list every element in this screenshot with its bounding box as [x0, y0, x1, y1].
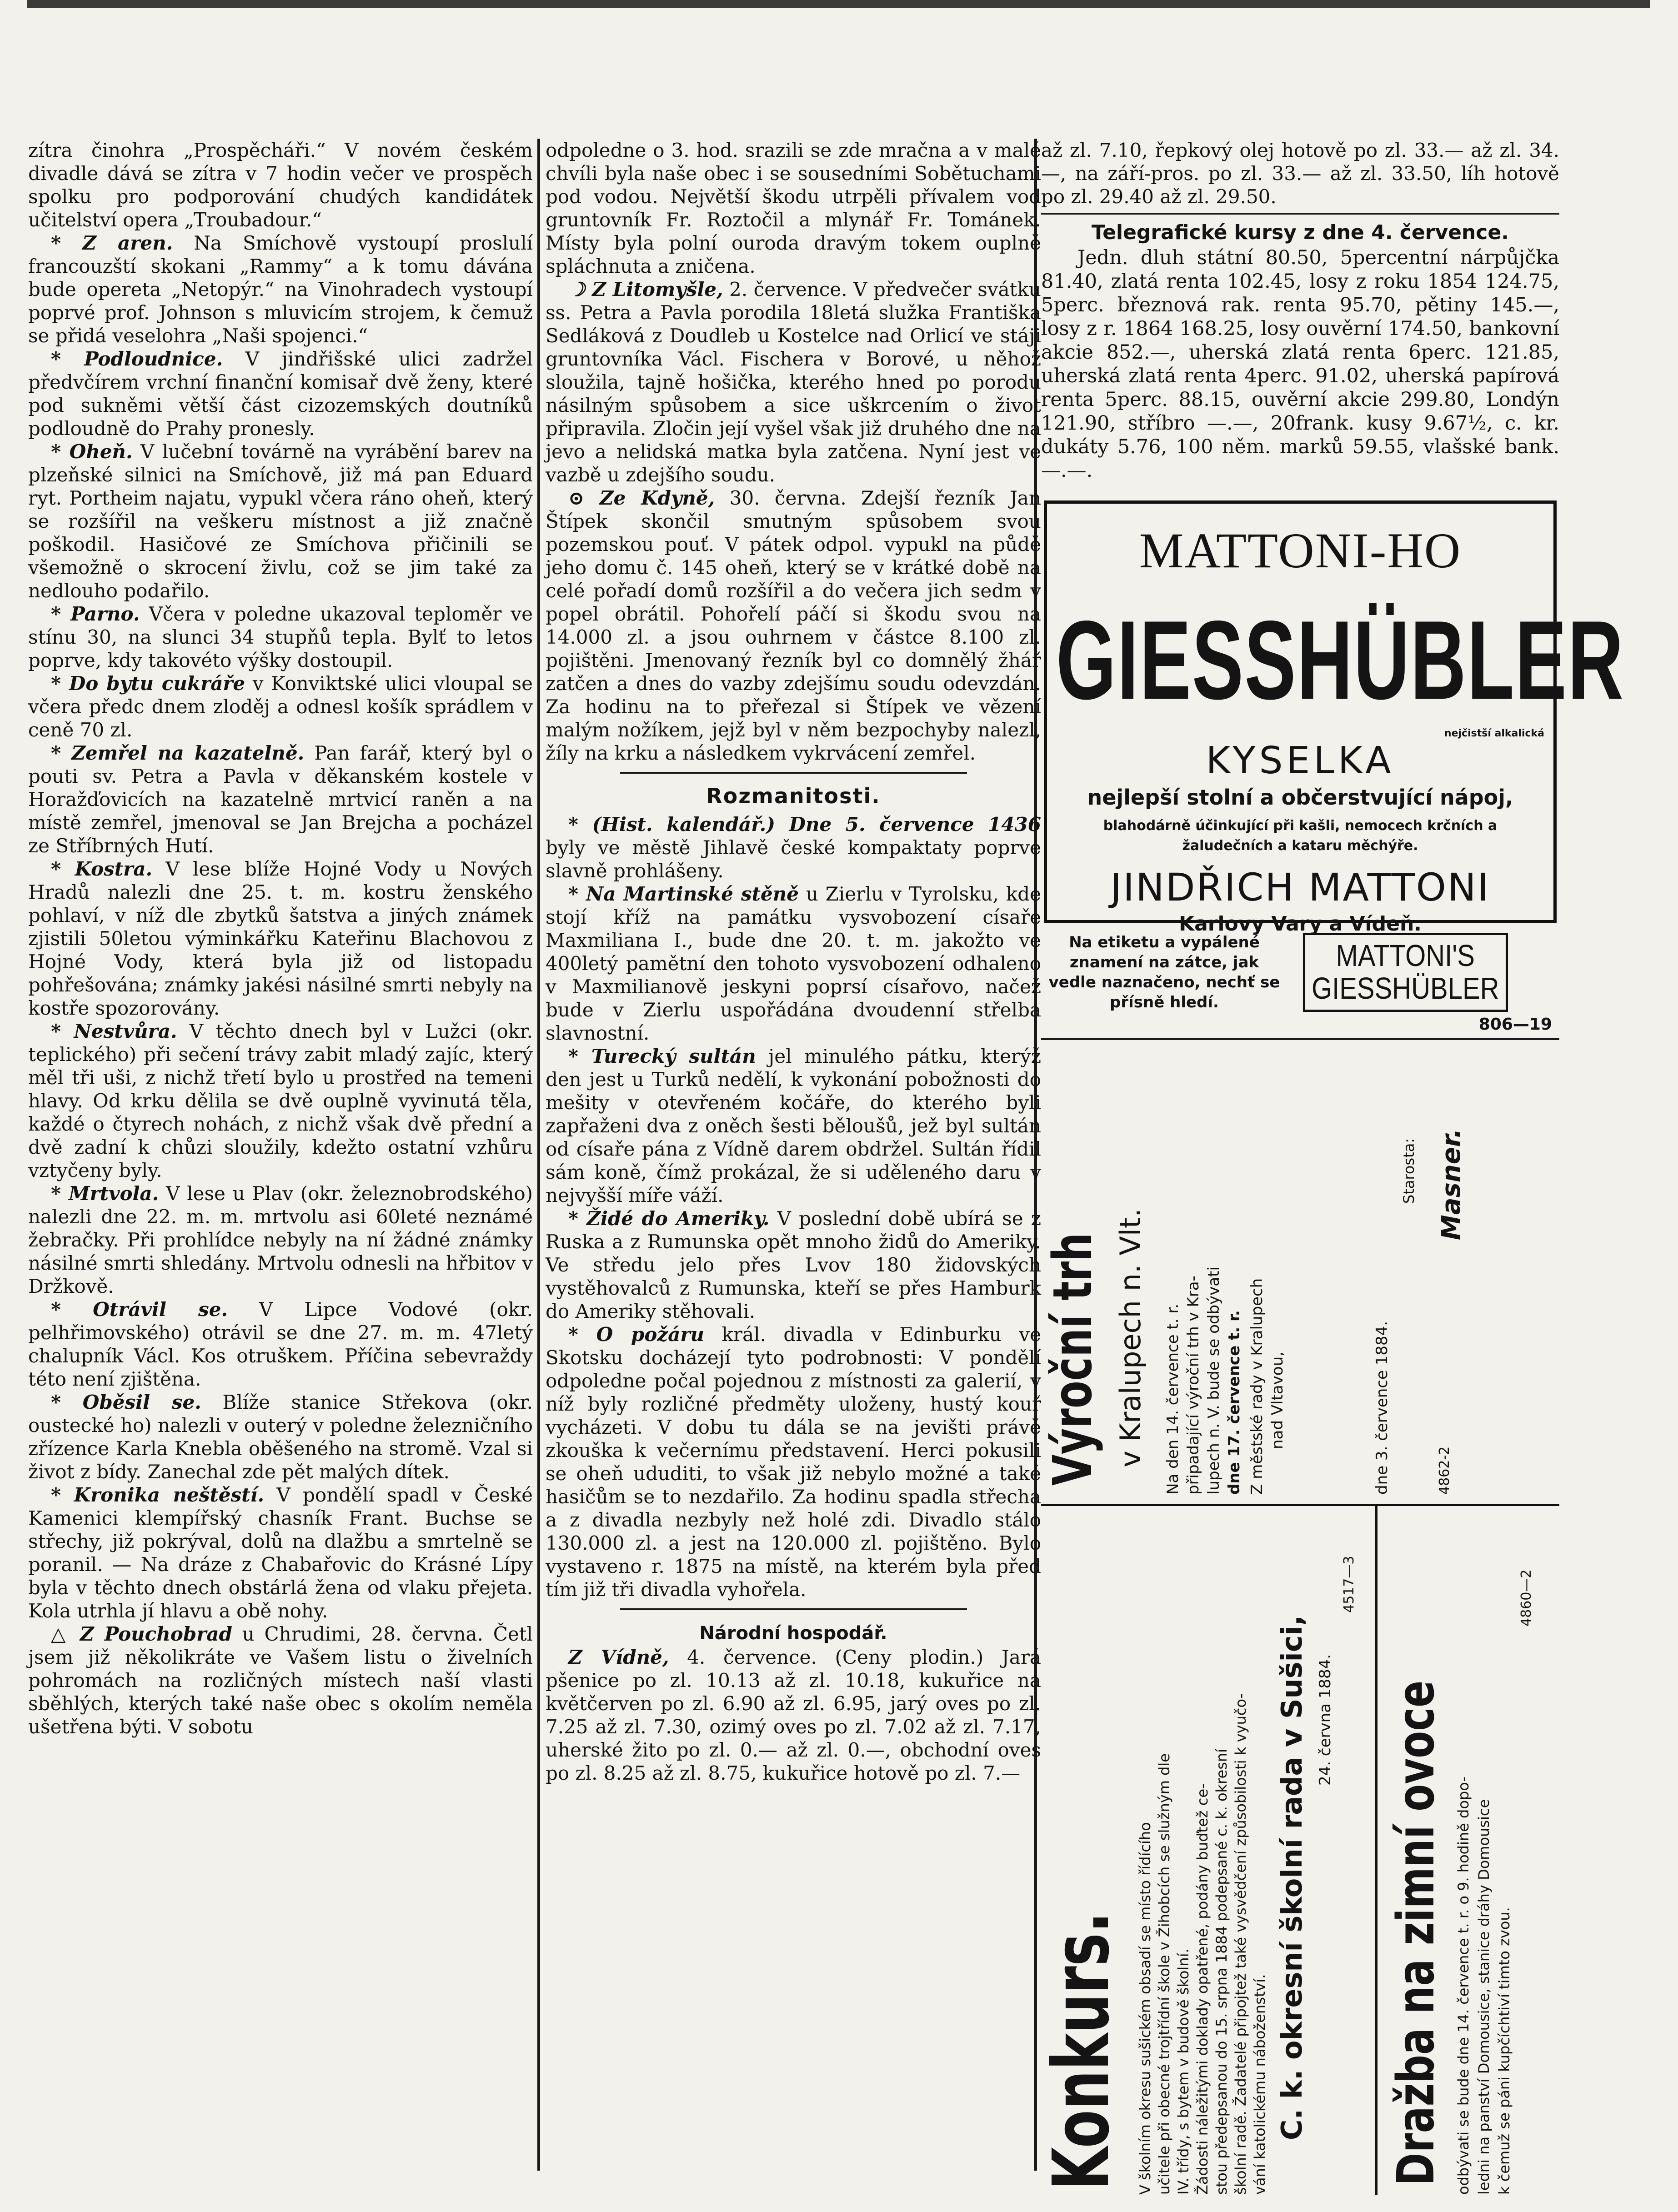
divider — [1041, 1038, 1559, 1040]
news-item-keyword: * Kostra. — [51, 858, 153, 880]
konkurs-line-2: učitele při obecné trojtřídní škole v Žihobcích se služným dle — [1156, 1753, 1173, 2195]
news-item-text: V Lipce Vodové (okr. pelhřimovského) otrávil se dne 27. m. m. 47letý chalupník Václ. Kos otruškem. Příčina sebevraždy této není zjištěna. — [28, 1298, 533, 1390]
konkurs-signature: C. k. okresní školní rada v Sušici, — [1275, 1615, 1308, 2140]
telegraf-heading: Telegrafické kursy z dne 4. července. — [1092, 221, 1509, 244]
etiket-text: Na etiketu a vypálené znamení na zátce, jak vedle naznačeno, nechť se přísně hledí. — [1048, 933, 1280, 1011]
news-item-keyword: * Z aren. — [51, 232, 173, 254]
news-item — [28, 347, 533, 440]
news-item-keyword: * Otrávil se. — [51, 1298, 228, 1321]
news-item-text: u Zierlu v Tyrolsku, kde stojí kříž na památku vysvobození císaře Maxmiliana I., bude dne 20. t. m. jakožto ve 400letý pamětní den tohoto vysvobození odhaleno v Maxmilianově jeskyni poprsí císařovo, načež bude v Zierlu uspořádána dvoudenní střelba slavnostní. — [546, 883, 1042, 1044]
news-item-text: V poslední době ubírá se z Ruska a z Rumunska opět mnoho židů do Ameriky. Ve středu jelo přes Lvov 180 židovských vystěhovalců z Rumunska, kteří se přes Hamburk do Ameriky stěhovali. — [546, 1207, 1041, 1322]
mattoni-name: JINDŘICH MATTONI — [1110, 865, 1490, 910]
market-text-1: Na den 14. července t. r. — [1164, 1303, 1182, 1495]
market-text-3: lupech n. V. bude se odbývati — [1205, 1266, 1223, 1495]
auction-line-3: k čemuž se páni kupčíchtiví timto zvou. — [1496, 1907, 1513, 2195]
konkurs-line-1: V školním okresu sušickém obsadí se místo řídícího — [1137, 1822, 1154, 2195]
column-left — [28, 139, 533, 2171]
news-item-keyword: * Oheň. — [51, 440, 133, 463]
news-item — [28, 1483, 533, 1622]
news-item — [546, 1207, 1041, 1323]
news-item-text: jel minulého pátku, kterýž den jest u Turků nedělí, k vykonání pobožnosti do mešity v otevřeném kočáře, do kterého byli zapřaženi dva z oněch šesti běloušů, jež byl sultán od císaře pána z Vídně darem obdržel. Sultán řídil sám koně, čímž prokázal, že si uděleného daru v nejvyšší míře váží. — [546, 1045, 1041, 1206]
news-item — [546, 278, 1041, 486]
news-item-text: V pondělí spadl v České Kamenici klempířský chasník Frant. Buchse se střechy, již pokrýval, dolů na dlažbu a smrtelně se poranil. — Na dráze z Chabařovic do Krásné Lípy byla v těchto dnech obstárlá žena od vlaku přejeta. Kola utrhla jí hlavu a obě nohy. — [28, 1484, 533, 1622]
news-item-text: 30. června. Zdejší řezník Jan Štípek skončil smutným spůsobem svou pozemskou pouť. V pátek odpol. vypukl na půdě jeho domu č. 145 oheň, který se v krátké době na celé pořadí domů rozšířil a do večera jich sedm v popel obrátil. Pohořelí páčí si škodu svou na 14.000 zl. a jsou ouhrnem v částce 8.100 zl. pojištěni. Jmenovaný řezník byl co domnělý žhář zatčen a dnes do vazby zdejšímu soudu odevzdán. Za hodinu na to přeřezal si Štípek ve vězení malým nožíkem, jejž byl v něm bezpochyby nalezl, žíly na krku a následkem vykrvácení zemřel. — [546, 487, 1041, 764]
auction-ad-number: 4860—2 — [1518, 1569, 1534, 1626]
news-item-text: Na Smíchově vystoupí proslulí francouzští skokani „Rammy“ a k tomu dávána bude opereta „Netopýr.“ na Vinohradech vystoupí poprvé prof. Johnson s mluvicím strojem, k čemuž se přidá veselohra „Naši spojenci.“ — [28, 232, 533, 347]
news-item-keyword: * Kronika neštěstí. — [51, 1484, 265, 1506]
market-ad-number: 4862-2 — [1437, 1446, 1453, 1495]
news-item — [546, 1323, 1041, 1601]
market-place: v Kralupech n. Vlt. — [1114, 1208, 1147, 1467]
news-item — [546, 139, 1041, 278]
news-item — [28, 1298, 533, 1391]
news-item — [28, 1020, 533, 1182]
rotated-ads-zone — [1037, 1045, 1559, 2195]
page-top-rule — [27, 0, 1650, 8]
konkurs-date: 24. června 1884. — [1316, 1654, 1334, 1786]
news-item — [546, 813, 1041, 882]
news-item-keyword: * Parno. — [51, 603, 140, 625]
market-signature — [1373, 1058, 1555, 1495]
mattoni-header: MATTONI-HO — [1139, 523, 1462, 578]
auction-ad — [1382, 1517, 1555, 2195]
ad-number: 806—19 — [1478, 1015, 1552, 1034]
news-item-text: V lese u Plav (okr. železnobrodského) nalezli dne 22. m. m. mrtvolu asi 60leté neznámé žebračky. Při prohlídce nebyly na ní žádné známky násilné smrti shledány. Mrtvolu odnesli na hřbitov v Držkově. — [28, 1182, 533, 1297]
etiket-notice — [1044, 932, 1557, 1012]
news-item-text: 2. července. V předvečer svátku ss. Petra a Pavla porodila 18letá služka Františka Sedláková z Doudleb u Kostelce nad Orlicí ve stáji gruntovníka Václ. Fischera v Borové, u něhož sloužila, tajně hošička, kterého hned po porodu násilným spůsobem a sice uškrcením o život připravila. Zločin její vyšel však již druhého dne na jevo a nelidská matka byla zatčena. Nyní jest ve vazbě u zdejšího soudu. — [546, 278, 1041, 486]
news-item-text: odpoledne o 3. hod. srazili se zde mračna a v malé chvíli byla naše obec i se sousedními Sobětuchami pod vodou. Největší škodu utrpěli přívalem vod gruntovník Fr. Roztočil a mlynář Fr. Tománek. Místy byla polní ouroda dravým tokem ouplně spláchnuta a zničena. — [546, 139, 1041, 277]
bottle-label — [1303, 933, 1508, 1012]
news-item — [28, 231, 533, 347]
news-item-text: V těchto dnech byl v Lužci (okr. teplického) při sečení trávy zabit mladý zajíc, který měl tři uši, z nichž třetí bylo u prostřed na temeni hlavy. Od krku dělila se dvě ouplně vyvinutá těla, každé o čtyrech nohách, z nichž však dvě přední a dvě zadní k chůzi sloužily, kdežto ostatní vzhůru vztyčeny byly. — [28, 1020, 533, 1181]
kyselka-title: KYSELKA — [1206, 739, 1395, 782]
market-signer: Masner. — [1437, 1128, 1466, 1240]
market-text-5: Z městské rady v Kralupech — [1248, 1278, 1266, 1495]
mattoni-slogan: nejlepší stolní a občerstvující nápoj, — [1087, 785, 1513, 810]
news-item — [28, 1182, 533, 1298]
news-item — [28, 1622, 533, 1738]
divider — [620, 1608, 967, 1610]
bottle-label-line-2: GIESSHÜBLER — [1312, 971, 1499, 1006]
news-item-text: V jindřišské ulici zadržel předvčírem vrchní finanční komisař dvě ženy, které pod sukněmi větší část cizozemských doutníků podloudně do Prahy pronesly. — [28, 348, 533, 440]
news-item-keyword: * (Hist. kalendář.) Dne 5. července 1436 — [568, 813, 1041, 836]
news-item-keyword: △ Z Pouchobrad — [51, 1623, 232, 1645]
konkurs-ad — [1037, 1517, 1368, 2195]
news-item-text: byly ve městě Jihlavě české kompaktaty poprve slavně prohlášeny. — [546, 836, 1041, 882]
market-text-6: nad Vltavou, — [1268, 1351, 1287, 1449]
konkurs-line-5: stou předepsanou do 15. srpna 1884 podepsané c. k. okresní — [1213, 1748, 1230, 2195]
subsection-heading: Národní hospodář. — [699, 1623, 887, 1644]
news-item-keyword: * Do bytu cukráře — [51, 672, 245, 695]
news-item-text: 4. července. (Ceny plodin.) Jará pšenice po zl. 10.13 až zl. 10.18, kukuřice na květčerven po zl. 6.90 až zl. 6.95, jarý oves po zl. 7.25 až zl. 7.30, ozimý oves po zl. 7.02 až zl. 7.17, uherské žito po zl. 0.— až zl. 0.—, obchodní oves po zl. 8.25 až zl. 8.75, kukuřice hotově po zl. 7.— — [546, 1646, 1042, 1784]
market-title: Výroční trh — [1041, 1232, 1104, 1486]
divider — [1375, 1504, 1377, 2195]
news-item-text: Pan farář, který byl o pouti sv. Petra a Pavla v děkanském kostele v Horažďovicích na kazatelně mrtvicí raněn a na místě zemřel, jmenoval se Jan Brejcha a pocházel ze Stříbrných Hutí. — [28, 742, 533, 857]
news-item-keyword: * Nestvůra. — [51, 1020, 177, 1042]
news-item — [28, 741, 533, 857]
konkurs-line-4: Žádosti náležitými doklady opatřené, podány buďtež ce- — [1194, 1783, 1211, 2195]
news-item-text: Včera v poledne ukazoval teploměr ve stínu 30, na slunci 34 stupňů tepla. Bylť to letos poprve, kdy takovéto výšky dostoupil. — [28, 603, 533, 671]
market-prices-continued: až zl. 7.10, řepkový olej hotově po zl. 33.— až zl. 34.—, na září-pros. po zl. 33.— až zl. 33.50, líh hotově po zl. 29.40 až zl. 29.50. — [1041, 139, 1559, 208]
news-item — [546, 882, 1041, 1045]
market-text-2: připadající výroční trh v Kra- — [1184, 1276, 1202, 1495]
news-item — [28, 672, 533, 741]
section-heading: Rozmanitosti. — [706, 784, 881, 808]
news-item-text: v Konviktské ulici vloupal se včera předc dnem zloděj a odnesl košík sprádlem v ceně 70 zl. — [28, 672, 533, 741]
mattoni-benefits-1: blahodárně účinkující při kašli, nemocech krčních a — [1103, 818, 1498, 834]
news-item-text: V lese blíže Hojné Vody u Nových Hradů nalezli dne 25. t. m. kostru ženského pohlaví, v níž dle zbytků šatstva a jiných známek zjistili 50letou výminkářku Kateřinu Blachovou z Hojné Vody, která byla již od listopadu pohřešována; známky jakési násilné smrti nebyly na kostře spozorovány. — [28, 858, 533, 1019]
news-item-keyword: * Podloudnice. — [51, 348, 223, 370]
news-item — [546, 1646, 1041, 1785]
column-rule — [537, 139, 540, 2171]
news-item — [546, 486, 1041, 765]
konkurs-ad-number: 4517—3 — [1341, 1556, 1357, 1613]
news-item-keyword: * Zemřel na kazatelně. — [51, 742, 305, 764]
market-date: dne 3. července 1884. — [1373, 1321, 1391, 1495]
mattoni-advertisement — [1044, 500, 1624, 936]
divider — [1041, 1504, 1559, 1506]
konkurs-line-7: vání katolickému náboženství. — [1251, 1974, 1268, 2195]
news-item-keyword: * Oběsil se. — [51, 1391, 201, 1413]
news-item-text: u Chrudimi, 28. června. Četl jsem již několikráte ve Vašem listu o živelních pohromách na rozličných místech naší vlasti sběhlých, kterých také naše obec s okolím neměla ušetřena býti. V sobotu — [28, 1623, 533, 1738]
mattoni-note: nejčistší alkalická — [1444, 728, 1544, 739]
news-item-keyword: * O požáru — [568, 1323, 705, 1346]
column-right — [1037, 139, 1624, 2195]
annual-market-ad — [1041, 1058, 1296, 1495]
market-text-4: dne 17. července t. r. — [1225, 1310, 1243, 1495]
news-item-text: zítra činohra „Prospěcháři.“ V novém českém divadle dává se zítra v 7 hodin večer ve prospěch spolku pro podporování chudých kandidátek učitelství opera „Troubadour.“ — [28, 139, 533, 231]
news-item — [28, 139, 533, 231]
news-item — [28, 1391, 533, 1483]
konkurs-line-3: IV. třídy, s bytem v budově školní. — [1175, 1948, 1192, 2195]
divider — [1041, 213, 1559, 215]
konkurs-line-6: školní radě. Žadatelé připojtež také vysvědčení způsobilosti k vyučo- — [1232, 1693, 1249, 2195]
news-item-keyword: * Turecký sultán — [568, 1045, 756, 1067]
mattoni-place: Karlovy Vary a Vídeň. — [1178, 912, 1422, 936]
giesshubler-title: GIESSHÜBLER — [1056, 598, 1624, 723]
bottle-label-line-1: MATTONI'S — [1336, 939, 1475, 973]
news-item-keyword: * Na Martinské stěně — [568, 883, 799, 905]
news-item-keyword: ☽ Z Litomyšle, — [568, 278, 723, 300]
news-item — [28, 602, 533, 672]
news-item — [28, 440, 533, 602]
mattoni-benefits-2: žaludečních a kataru měchýře. — [1182, 838, 1418, 854]
news-item — [28, 857, 533, 1020]
auction-title: Dražba na zimní ovoce — [1387, 1680, 1446, 2186]
divider — [620, 772, 967, 774]
news-item-keyword: * Mrtvola. — [51, 1182, 159, 1205]
auction-line-1: odbývati se bude dne 14. července t. r. o 9. hodině dopo- — [1455, 1777, 1472, 2195]
news-item-keyword: * Židé do Ameriky. — [568, 1207, 770, 1230]
auction-line-2: ledni na panství Domousice, stanice dráhy Domousice — [1475, 1799, 1493, 2195]
konkurs-title: Konkurs. — [1037, 1912, 1127, 2190]
telegraf-rates: Jedn. dluh státní 80.50, 5percentní nárpůjčka 81.40, zlatá renta 102.45, losy z roku 1854 124.75, 5perc. březnová rak. renta 95.70, pětiny 145.—, losy z r. 1864 168.25, losy ouvěrní 174.50, bankovní akcie 852.—, uherská zlatá renta 6perc. 121.85, uherská zlatá renta 4perc. 91.02, uherská papírová renta 5perc. 88.15, ouvěrní akcie 299.80, Londýn 121.90, stříbro —.—, 20frank. kusy 9.67½, c. kr. dukáty 5.76, 100 něm. marků 59.55, vlašské bank. —.—. — [1041, 246, 1559, 482]
market-role: Starosta: — [1400, 1138, 1418, 1204]
news-item-keyword: ⊙ Ze Kdyně, — [568, 487, 715, 509]
column-middle — [546, 139, 1041, 2171]
news-item-text: Blíže stanice Střekova (okr. oustecké ho) nalezli v outerý v poledne železničního zřízence Karla Knebla oběšeného na stromě. Vzal si život z bídy. Zanechal zde pět malých dítek. — [28, 1391, 533, 1483]
news-item — [546, 1045, 1041, 1207]
news-item-keyword: Z Vídně, — [568, 1646, 669, 1668]
news-item-text: král. divadla v Edinburku ve Skotsku docházejí tyto podrobnosti: V pondělí odpoledne počal pojednou z místnosti za galerií, v níž byly rozličné předměty uloženy, hustý kouř vycházeti. V dobu tu dála se na jevišti právě zkouška k večernímu představení. Herci pokusili se oheň ududiti, to však již nebylo možné a také hasičům se to nezdařilo. Za hodinu spadla střecha a z divadla nezbyly než holé zdi. Divadlo stálo 130.000 zl. a jest na 120.000 zl. pojištěno. Bylo vystaveno r. 1875 na místě, na kterém byla před tím již tři divadla vyhořela. — [546, 1323, 1041, 1601]
news-item-text: V lučební továrně na vyrábění barev na plzeňské silnici na Smíchově, již má pan Eduard ryt. Portheim najatu, vypukl včera ráno oheň, který se rozšířil na veškeru místnost a již značně poškodil. Hasičové ze Smíchova přičinili se všemožně o skrocení živlu, což se jim také za nedlouho podařilo. — [28, 440, 533, 602]
